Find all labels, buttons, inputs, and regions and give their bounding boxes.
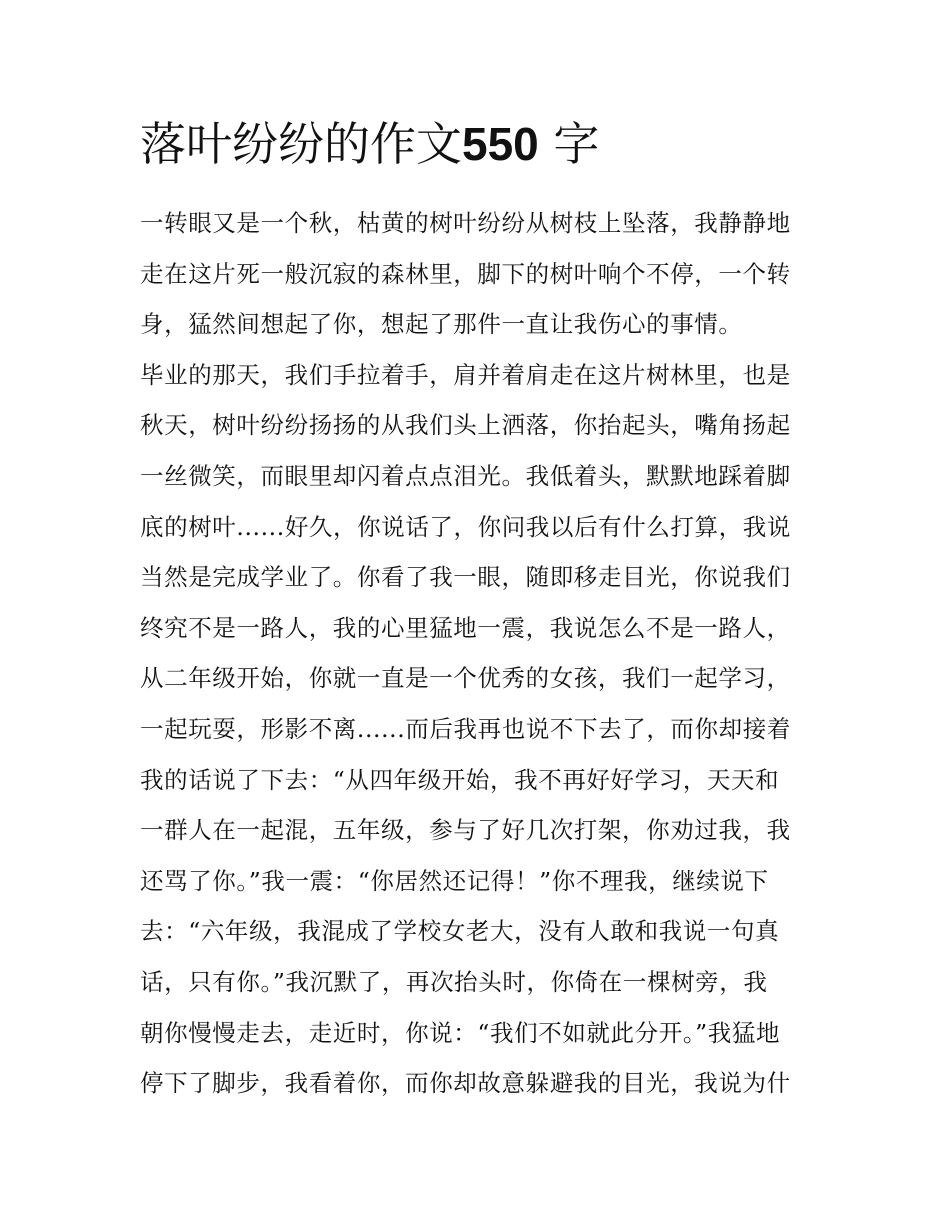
text-line: 身，猛然间想起了你，想起了那件一直让我伤心的事情。 [140,310,743,339]
title-suffix: 字 [553,117,600,171]
title-number: 550 [462,118,539,170]
text-line: 还骂了你。”我一震：“你居然还记得！”你不理我，继续说下 [140,866,769,895]
text-line: 一群人在一起混，五年级，参与了好几次打架，你劝过我，我 [140,816,791,845]
text-line: 底的树叶......好久，你说话了，你问我以后有什么打算，我说 [140,512,791,541]
text-line: 话，只有你。”我沉默了，再次抬头时，你倚在一棵树旁，我 [140,967,768,996]
text-line: 走在这片死一般沉寂的森林里，脚下的树叶响个不停，一个转 [140,259,791,288]
text-line: 我的话说了下去：“从四年级开始，我不再好好学习，天天和 [140,765,780,794]
title-text: 落叶纷纷的作文 [140,117,462,171]
text-line: 一丝微笑，而眼里却闪着点点泪光。我低着头，默默地踩着脚 [140,461,791,490]
text-line: 当然是完成学业了。你看了我一眼，随即移走目光，你说我们 [140,563,791,592]
text-line: 一起玩耍，形影不离......而后我再也说不下去了，而你却接着 [140,714,791,743]
text-line: 终究不是一路人，我的心里猛地一震，我说怎么不是一路人， [140,613,791,642]
essay-body [140,198,830,1109]
text-line: 朝你慢慢走去，走近时，你说：“我们不如就此分开。”我猛地 [140,1018,781,1047]
text-line: 停下了脚步，我看着你，而你却故意躲避我的目光，我说为什 [140,1069,791,1098]
text-line: 去：“六年级，我混成了学校女老大，没有人敢和我说一句真 [140,917,780,946]
text-line: 一转眼又是一个秋，枯黄的树叶纷纷从树枝上坠落，我静静地 [140,209,791,237]
text-line: 从二年级开始，你就一直是一个优秀的女孩，我们一起学习， [140,664,791,693]
text-line: 毕业的那天，我们手拉着手，肩并着肩走在这片树林里，也是 [140,360,791,389]
document-title [140,112,599,176]
text-line: 秋天，树叶纷纷扬扬的从我们头上洒落，你抬起头，嘴角扬起 [140,411,791,440]
